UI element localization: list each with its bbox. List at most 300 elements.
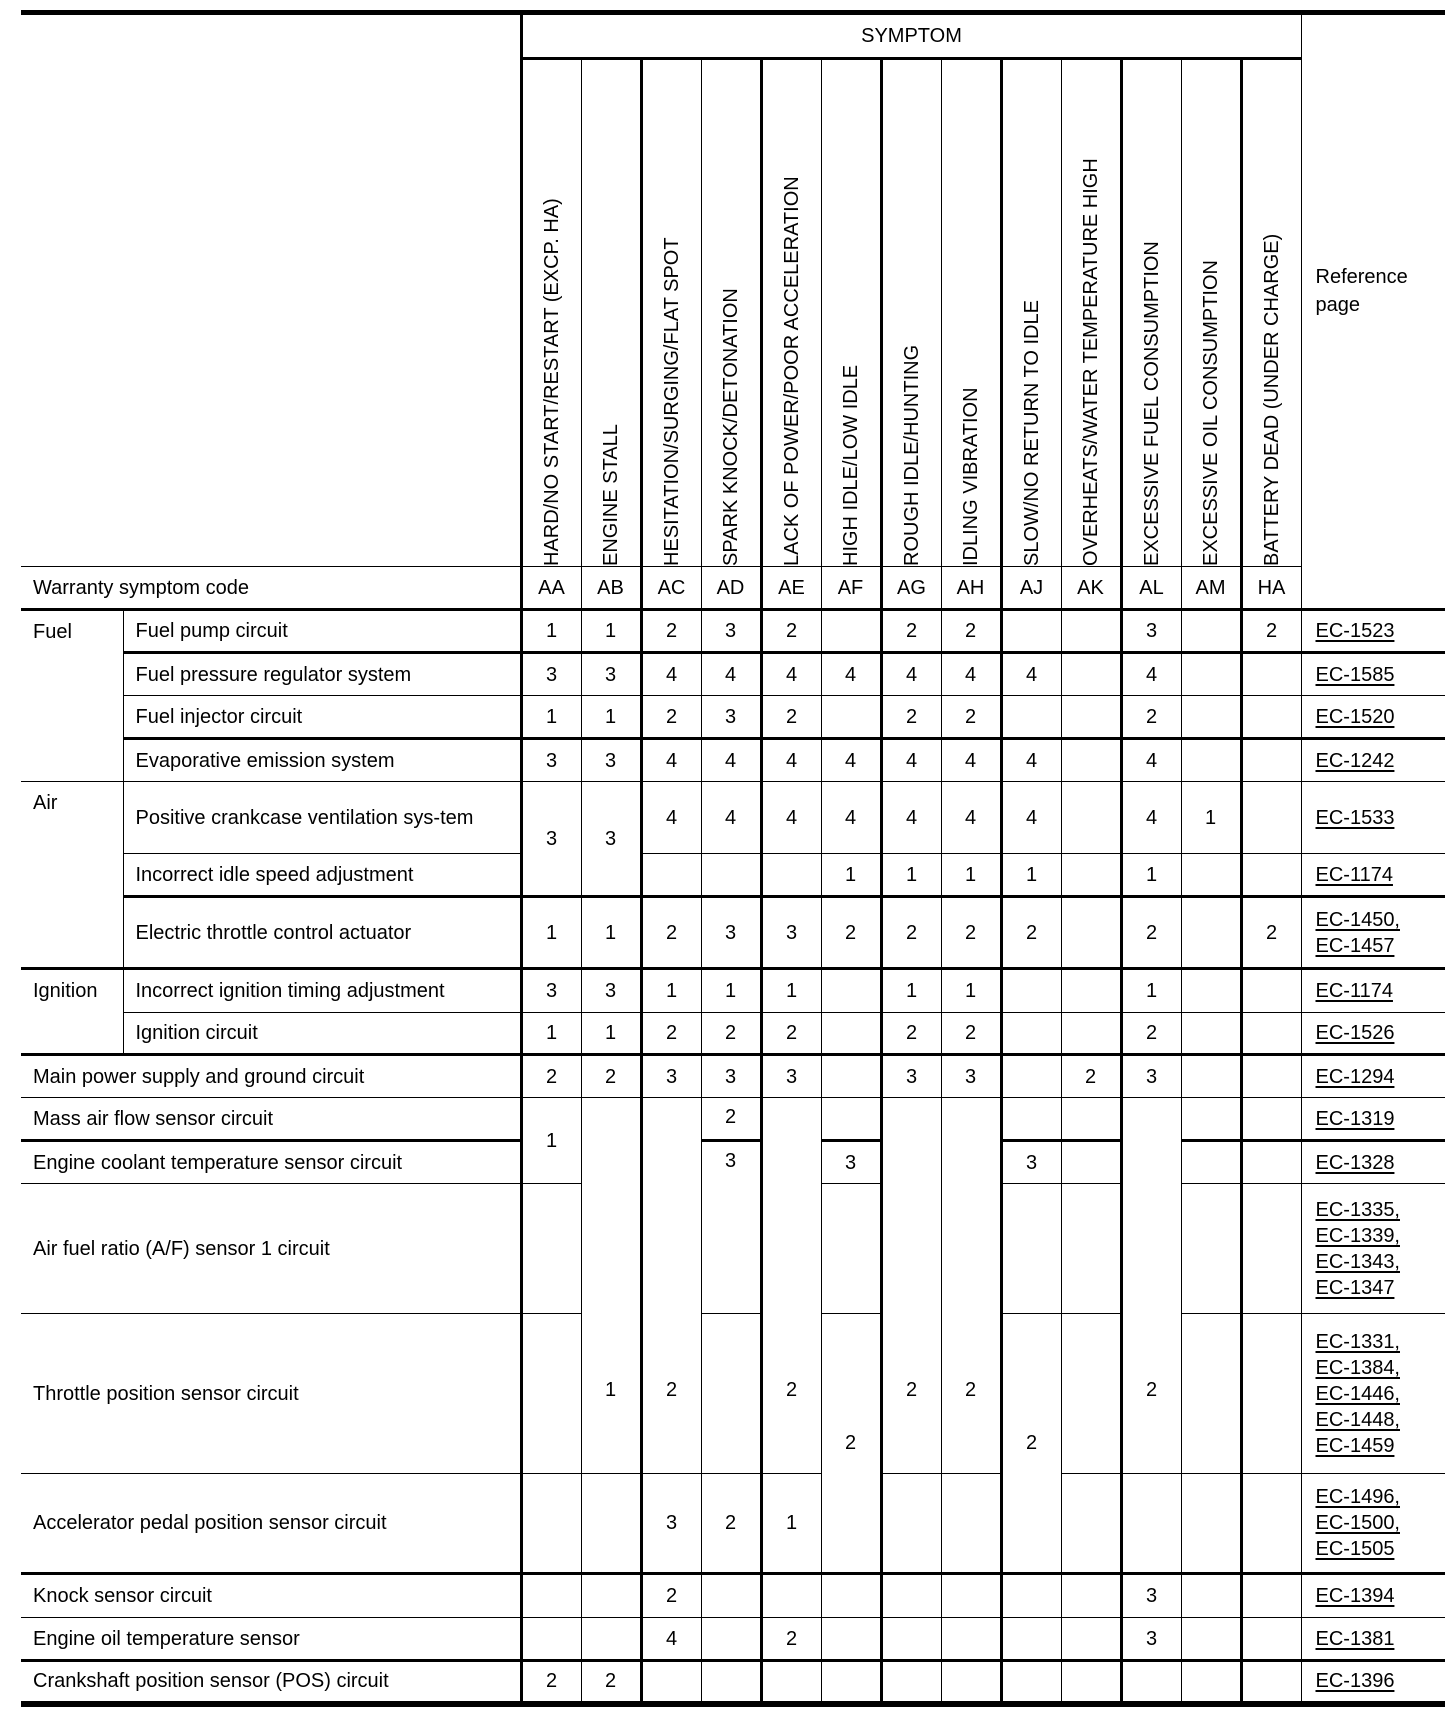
reference-link[interactable]: EC-1319 <box>1315 1107 1395 1130</box>
cell-AA: 3 <box>521 739 581 782</box>
cell-AF: 4 <box>821 782 881 854</box>
cell-AF: 2 <box>821 897 881 969</box>
cell-AA <box>521 1574 581 1618</box>
cell-AH: 4 <box>941 739 1001 782</box>
cell-AC: 4 <box>641 653 701 696</box>
symptom-header-AJ: SLOW/NO RETURN TO IDLE <box>1001 59 1061 567</box>
cell-AK: 2 <box>1061 1055 1121 1098</box>
cell-AH <box>941 1618 1001 1661</box>
cell-AE <box>761 1574 821 1618</box>
table-row <box>21 1574 1445 1618</box>
cell-AJ <box>1001 1055 1061 1098</box>
cell-AJ: 2 <box>1001 897 1061 969</box>
cell-AA: 3 <box>521 969 581 1013</box>
cell-AF: 4 <box>821 739 881 782</box>
row-label: Air fuel ratio (A/F) sensor 1 circuit <box>21 1184 521 1314</box>
cell-AC: 2 <box>641 696 701 739</box>
cell-AB: 3 <box>581 782 641 897</box>
cell-AD: 4 <box>701 782 761 854</box>
cell-AL: 4 <box>1121 782 1181 854</box>
symptom-header-AK: OVERHEATS/WATER TEMPERATURE HIGH <box>1061 59 1121 567</box>
cell-AJ <box>1001 1661 1061 1704</box>
cell-AF <box>821 1574 881 1618</box>
cell-AL: 1 <box>1121 854 1181 897</box>
cell-AD: 4 <box>701 653 761 696</box>
table-row <box>21 1314 1445 1474</box>
cell-AL: 1 <box>1121 969 1181 1013</box>
cell-AE <box>761 1661 821 1704</box>
reference-link[interactable]: EC-1174 <box>1315 980 1393 1002</box>
cell-AC: 2 <box>641 610 701 653</box>
cell-AL: 3 <box>1121 1055 1181 1098</box>
cell-AD <box>701 854 761 897</box>
cell-AK <box>1061 1013 1121 1055</box>
cell-AM <box>1181 1055 1241 1098</box>
reference-links <box>1301 1098 1445 1141</box>
cell-AA: 3 <box>521 653 581 696</box>
cell-AM <box>1181 610 1241 653</box>
cell-AG <box>881 1618 941 1661</box>
cell-AD: 3 <box>701 1055 761 1098</box>
cell-HA <box>1241 782 1301 854</box>
symptom-header-HA: BATTERY DEAD (UNDER CHARGE) <box>1241 59 1301 567</box>
cell-AJ <box>1001 1574 1061 1618</box>
reference-link[interactable]: EC-1381 <box>1315 1627 1395 1650</box>
reference-links <box>1301 782 1445 854</box>
cell-AK <box>1061 969 1121 1013</box>
cell-AJ: 4 <box>1001 782 1061 854</box>
cell-AD: 3 <box>701 610 761 653</box>
cell-AK <box>1061 1661 1121 1704</box>
reference-link[interactable]: EC-1339, <box>1315 1224 1400 1247</box>
reference-links <box>1301 696 1445 739</box>
cell-HA <box>1241 1474 1301 1574</box>
cell-AE: 2 <box>761 1618 821 1661</box>
cell-AE: 4 <box>761 739 821 782</box>
table-row <box>21 1618 1445 1661</box>
symptom-header-AA: HARD/NO START/RESTART (EXCP. HA) <box>521 59 581 567</box>
cell-AK <box>1061 739 1121 782</box>
cell-AC: 4 <box>641 782 701 854</box>
table-row <box>21 739 1445 782</box>
cell-AH: 2 <box>941 1098 1001 1474</box>
cell-AK <box>1061 1574 1121 1618</box>
cell-HA: 2 <box>1241 610 1301 653</box>
cell-AM <box>1181 1141 1241 1184</box>
table-row <box>21 897 1445 969</box>
warranty-code-AJ: AJ <box>1001 567 1061 610</box>
cell-AE: 2 <box>761 1013 821 1055</box>
reference-links <box>1301 1474 1445 1574</box>
row-label: Throttle position sensor circuit <box>21 1314 521 1474</box>
cell-AB <box>581 1574 641 1618</box>
cell-AM <box>1181 1574 1241 1618</box>
cell-AH: 2 <box>941 696 1001 739</box>
cell-AA <box>521 1314 581 1474</box>
row-label: Main power supply and ground circuit <box>21 1055 521 1098</box>
cell-AG <box>881 1574 941 1618</box>
cell-HA <box>1241 1661 1301 1704</box>
cell-AH: 3 <box>941 1055 1001 1098</box>
reference-links <box>1301 1184 1445 1314</box>
cell-AC: 3 <box>641 1055 701 1098</box>
cell-AB <box>581 1618 641 1661</box>
cell-AK <box>1061 854 1121 897</box>
reference-link[interactable]: EC-1450, <box>1315 908 1400 931</box>
cell-AM <box>1181 739 1241 782</box>
category-air: Air <box>21 782 123 969</box>
cell-AE: 4 <box>761 782 821 854</box>
cell-AG: 4 <box>881 653 941 696</box>
cell-HA <box>1241 969 1301 1013</box>
symptom-group-header: SYMPTOM <box>521 13 1301 59</box>
warranty-code-AF: AF <box>821 567 881 610</box>
reference-link[interactable]: EC-1585 <box>1315 663 1395 686</box>
cell-AD <box>701 1574 761 1618</box>
warranty-code-AM: AM <box>1181 567 1241 610</box>
cell-AF <box>821 1055 881 1098</box>
symptom-header-AD: SPARK KNOCK/DETONATION <box>701 59 761 567</box>
cell-HA <box>1241 739 1301 782</box>
reference-page-header: Reference page <box>1301 13 1445 567</box>
cell-AK <box>1061 696 1121 739</box>
cell-AF <box>821 1098 881 1141</box>
cell-AG: 4 <box>881 739 941 782</box>
cell-AM <box>1181 696 1241 739</box>
cell-AF <box>821 610 881 653</box>
cell-AF <box>821 1184 881 1314</box>
cell-AJ: 3 <box>1001 1141 1061 1184</box>
reference-links <box>1301 897 1445 969</box>
cell-AH: 2 <box>941 610 1001 653</box>
table-row <box>21 696 1445 739</box>
cell-AC: 3 <box>641 1474 701 1574</box>
cell-AL: 4 <box>1121 653 1181 696</box>
cell-AM <box>1181 653 1241 696</box>
reference-link[interactable]: EC-1459 <box>1315 1434 1395 1457</box>
reference-links <box>1301 653 1445 696</box>
cell-AL: 3 <box>1121 610 1181 653</box>
reference-links <box>1301 1141 1445 1184</box>
cell-AM <box>1181 1098 1241 1141</box>
cell-AH: 1 <box>941 854 1001 897</box>
cell-AB: 1 <box>581 1013 641 1055</box>
cell-AA: 2 <box>521 1661 581 1704</box>
cell-AK <box>1061 897 1121 969</box>
cell-AM <box>1181 1184 1241 1314</box>
cell-AL: 3 <box>1121 1618 1181 1661</box>
warranty-code-AH: AH <box>941 567 1001 610</box>
cell-AC <box>641 854 701 897</box>
diagnosis-table-document <box>21 10 1445 1707</box>
reference-links <box>1301 1314 1445 1474</box>
reference-links <box>1301 969 1445 1013</box>
cell-AJ <box>1001 610 1061 653</box>
reference-link[interactable]: EC-1520 <box>1315 705 1395 728</box>
cell-AF: 1 <box>821 854 881 897</box>
cell-HA <box>1241 1618 1301 1661</box>
cell-AJ: 4 <box>1001 739 1061 782</box>
cell-AC: 2 <box>641 897 701 969</box>
cell-AH <box>941 1474 1001 1574</box>
warranty-code-AB: AB <box>581 567 641 610</box>
cell-AF <box>821 969 881 1013</box>
cell-AA <box>521 1474 581 1574</box>
cell-AG <box>881 1474 941 1574</box>
cell-AC: 4 <box>641 1618 701 1661</box>
cell-AM <box>1181 897 1241 969</box>
warranty-code-AL: AL <box>1121 567 1181 610</box>
cell-AB: 3 <box>581 653 641 696</box>
warranty-code-AK: AK <box>1061 567 1121 610</box>
table-row <box>21 1013 1445 1055</box>
reference-link[interactable]: EC-1496, <box>1315 1486 1400 1508</box>
cell-AF <box>821 696 881 739</box>
cell-AG: 3 <box>881 1055 941 1098</box>
reference-link[interactable]: EC-1500, <box>1315 1512 1400 1534</box>
reference-links <box>1301 1013 1445 1055</box>
row-label: Electric throttle control actuator <box>123 897 521 969</box>
reference-link[interactable]: EC-1448, <box>1315 1408 1400 1431</box>
cell-AL: 2 <box>1121 1098 1181 1474</box>
reference-links <box>1301 1055 1445 1098</box>
cell-AM <box>1181 1474 1241 1574</box>
cell-AE: 3 <box>761 1055 821 1098</box>
table-row <box>21 782 1445 854</box>
cell-AD: 1 <box>701 969 761 1013</box>
cell-AG: 2 <box>881 696 941 739</box>
reference-links <box>1301 854 1445 897</box>
cell-AB: 1 <box>581 897 641 969</box>
reference-link[interactable]: EC-1328 <box>1315 1151 1395 1174</box>
cell-AD <box>701 1618 761 1661</box>
cell-AC <box>641 1661 701 1704</box>
reference-header-blank <box>1301 567 1445 610</box>
cell-AF: 4 <box>821 653 881 696</box>
row-label: Fuel injector circuit <box>123 696 521 739</box>
cell-AA: 1 <box>521 897 581 969</box>
cell-AG: 2 <box>881 1013 941 1055</box>
warranty-code-AE: AE <box>761 567 821 610</box>
cell-AL: 2 <box>1121 897 1181 969</box>
cell-AH <box>941 1574 1001 1618</box>
row-label: Mass air flow sensor circuit <box>21 1098 521 1141</box>
cell-AH: 4 <box>941 653 1001 696</box>
symptom-header-AH: IDLING VIBRATION <box>941 59 1001 567</box>
warranty-code-AC: AC <box>641 567 701 610</box>
cell-AK <box>1061 782 1121 854</box>
cell-HA <box>1241 696 1301 739</box>
cell-AA: 1 <box>521 1013 581 1055</box>
cell-AA: 1 <box>521 1098 581 1184</box>
table-row <box>21 1141 1445 1184</box>
reference-link[interactable]: EC-1394 <box>1315 1585 1395 1607</box>
table-row <box>21 854 1445 897</box>
cell-AK <box>1061 1098 1121 1141</box>
reference-link[interactable]: EC-1343, <box>1315 1250 1400 1273</box>
table-row <box>21 610 1445 653</box>
cell-AE: 2 <box>761 610 821 653</box>
cell-AM <box>1181 854 1241 897</box>
cell-AA <box>521 1618 581 1661</box>
cell-AJ <box>1001 1013 1061 1055</box>
warranty-code-AG: AG <box>881 567 941 610</box>
cell-AL: 4 <box>1121 739 1181 782</box>
symptom-header-AE: LACK OF POWER/POOR ACCELERATION <box>761 59 821 567</box>
cell-AB: 2 <box>581 1055 641 1098</box>
reference-link[interactable]: EC-1294 <box>1315 1065 1395 1088</box>
cell-AF <box>821 1618 881 1661</box>
cell-AD: 3 <box>701 1141 761 1314</box>
reference-link[interactable]: EC-1457 <box>1315 934 1395 957</box>
cell-AL: 2 <box>1121 1013 1181 1055</box>
reference-link[interactable]: EC-1446, <box>1315 1382 1400 1405</box>
row-label: Positive crankcase ventilation sys-tem <box>123 782 521 854</box>
cell-HA <box>1241 1013 1301 1055</box>
table-row <box>21 1055 1445 1098</box>
cell-AC: 1 <box>641 969 701 1013</box>
table-row <box>21 1098 1445 1141</box>
cell-AC: 2 <box>641 1098 701 1474</box>
symptom-header-AM: EXCESSIVE OIL CONSUMPTION <box>1181 59 1241 567</box>
reference-link[interactable]: EC-1533 <box>1315 806 1395 829</box>
symptom-header-AL: EXCESSIVE FUEL CONSUMPTION <box>1121 59 1181 567</box>
cell-AA <box>521 1184 581 1314</box>
cell-AF <box>821 1013 881 1055</box>
cell-AK <box>1061 653 1121 696</box>
cell-AB: 1 <box>581 1098 641 1474</box>
cell-AG: 1 <box>881 969 941 1013</box>
cell-AG: 1 <box>881 854 941 897</box>
reference-links <box>1301 1574 1445 1618</box>
cell-AK <box>1061 1184 1121 1314</box>
row-label: Ignition circuit <box>123 1013 521 1055</box>
cell-AH: 1 <box>941 969 1001 1013</box>
cell-AE: 2 <box>761 1098 821 1474</box>
row-label: Crankshaft position sensor (POS) circuit <box>21 1661 521 1704</box>
reference-links <box>1301 1618 1445 1661</box>
cell-AE: 4 <box>761 653 821 696</box>
cell-HA <box>1241 1141 1301 1184</box>
cell-AH: 2 <box>941 897 1001 969</box>
cell-AB <box>581 1474 641 1574</box>
cell-AM: 1 <box>1181 782 1241 854</box>
cell-AH: 4 <box>941 782 1001 854</box>
cell-AG: 2 <box>881 897 941 969</box>
cell-AM <box>1181 1314 1241 1474</box>
reference-links <box>1301 1661 1445 1704</box>
cell-AC: 2 <box>641 1574 701 1618</box>
cell-AG: 2 <box>881 1098 941 1474</box>
cell-AA: 1 <box>521 696 581 739</box>
cell-AJ <box>1001 696 1061 739</box>
cell-AK <box>1061 1314 1121 1474</box>
reference-link[interactable]: EC-1505 <box>1315 1538 1395 1560</box>
warranty-code-HA: HA <box>1241 567 1301 610</box>
cell-HA <box>1241 1574 1301 1618</box>
row-label: Knock sensor circuit <box>21 1574 521 1618</box>
reference-link[interactable]: EC-1242 <box>1315 749 1395 772</box>
cell-AD: 2 <box>701 1098 761 1141</box>
row-label: Incorrect ignition timing adjustment <box>123 969 521 1013</box>
cell-AJ <box>1001 969 1061 1013</box>
cell-AD: 2 <box>701 1013 761 1055</box>
cell-HA: 2 <box>1241 897 1301 969</box>
warranty-code-AD: AD <box>701 567 761 610</box>
reference-link[interactable]: EC-1384, <box>1315 1356 1400 1379</box>
cell-HA <box>1241 1055 1301 1098</box>
cell-AF: 2 <box>821 1314 881 1574</box>
header-blank-corner <box>21 13 521 567</box>
cell-AD: 3 <box>701 696 761 739</box>
cell-AE: 3 <box>761 897 821 969</box>
cell-HA <box>1241 1314 1301 1474</box>
reference-link[interactable]: EC-1331, <box>1315 1330 1400 1353</box>
reference-link[interactable]: EC-1347 <box>1315 1276 1395 1299</box>
cell-AD: 2 <box>701 1474 761 1574</box>
symptom-header-AC: HESITATION/SURGING/FLAT SPOT <box>641 59 701 567</box>
reference-link[interactable]: EC-1523 <box>1315 620 1395 642</box>
row-label: Fuel pump circuit <box>123 610 521 653</box>
cell-AK <box>1061 1618 1121 1661</box>
cell-AL <box>1121 1661 1181 1704</box>
symptom-header-AF: HIGH IDLE/LOW IDLE <box>821 59 881 567</box>
cell-AK <box>1061 610 1121 653</box>
row-label: Fuel pressure regulator system <box>123 653 521 696</box>
row-label: Incorrect idle speed adjustment <box>123 854 521 897</box>
table-row <box>21 653 1445 696</box>
cell-AM <box>1181 969 1241 1013</box>
cell-AB: 3 <box>581 739 641 782</box>
cell-AG: 2 <box>881 610 941 653</box>
cell-AB: 1 <box>581 696 641 739</box>
reference-links <box>1301 610 1445 653</box>
cell-AJ: 2 <box>1001 1314 1061 1574</box>
cell-AB: 1 <box>581 610 641 653</box>
cell-AH: 2 <box>941 1013 1001 1055</box>
cell-AL: 2 <box>1121 696 1181 739</box>
cell-AK <box>1061 1141 1121 1184</box>
cell-AA: 3 <box>521 782 581 897</box>
cell-HA <box>1241 1098 1301 1141</box>
cell-AH <box>941 1661 1001 1704</box>
warranty-code-label: Warranty symptom code <box>21 567 521 610</box>
cell-AG <box>881 1661 941 1704</box>
table-row <box>21 969 1445 1013</box>
cell-AJ: 1 <box>1001 854 1061 897</box>
row-label: Accelerator pedal position sensor circuit <box>21 1474 521 1574</box>
cell-AD <box>701 1661 761 1704</box>
reference-link[interactable]: EC-1335, <box>1315 1198 1400 1221</box>
reference-link[interactable]: EC-1526 <box>1315 1022 1395 1044</box>
cell-AE <box>761 854 821 897</box>
cell-AL: 3 <box>1121 1574 1181 1618</box>
cell-AJ <box>1001 1184 1061 1314</box>
cell-AB: 3 <box>581 969 641 1013</box>
symptom-matrix-table <box>21 10 1445 1707</box>
reference-links <box>1301 739 1445 782</box>
reference-link[interactable]: EC-1174 <box>1315 863 1393 886</box>
cell-AJ <box>1001 1098 1061 1141</box>
cell-HA <box>1241 653 1301 696</box>
symptom-header-AG: ROUGH IDLE/HUNTING <box>881 59 941 567</box>
cell-AA: 1 <box>521 610 581 653</box>
cell-AM <box>1181 1661 1241 1704</box>
cell-AD: 3 <box>701 897 761 969</box>
cell-AC: 4 <box>641 739 701 782</box>
reference-link[interactable]: EC-1396 <box>1315 1670 1395 1693</box>
cell-AG: 4 <box>881 782 941 854</box>
